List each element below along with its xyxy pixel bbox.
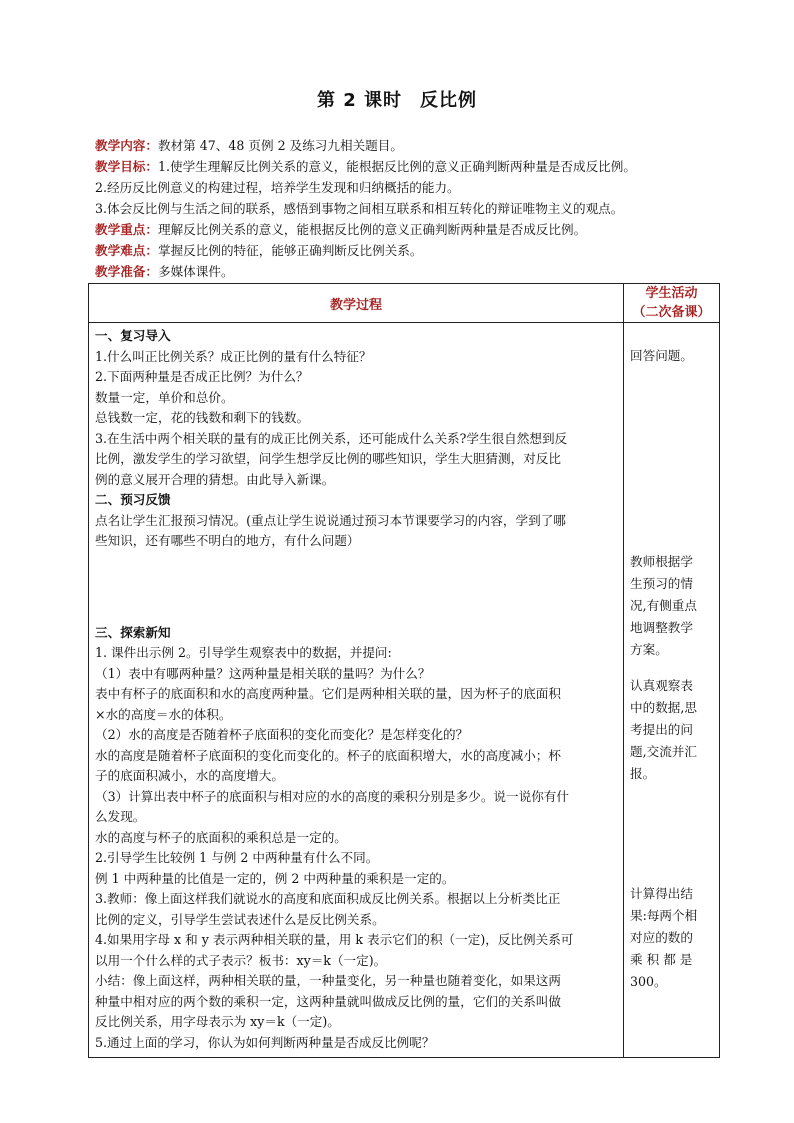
info-goal-1: 教学目标：1.使学生理解反比例关系的意义，能根据反比例的意义正确判断两种量是否成反比例。 [95, 159, 636, 174]
section-heading-preview: 二、预习反馈 [95, 492, 171, 507]
process-cell: 一、复习导入 1.什么叫正比例关系？成正比例的量有什么特征？ 2.下面两种量是否成正比例？为什么？ 数量一定，单价和总价。 总钱数一定，花的钱数和剩下的钱数。 3.在生活中两个相关联的量有的成正比例关系，还可能成什么关系?学生很自然想到反 比例，激发学生的学习欲望，问学生想学反比例的哪些知识，学生大胆猜测，对反比 例的意义展开合理的猜想。由此导入新课。 二、预习反馈 点名让学生汇报预习情况。(重点让学生说说通过预习本节课要学习的内容，学到了哪 些知识，还有哪些不明白的地方，有什么问题） 三、探索新知 1. 课件出示例 2。引导学生观察表中的数据，并提问: （1）表中有哪两种量？这两种量是相关联的量吗？为什么？ 表中有杯子的底面积和水的高度两种量。它们是两种相关联的量，因为杯子的底面积 ×水的高度＝水的体积。 （2）水的高度是否随着杯子底面积的变化而变化？是怎样变化的？ 水的高度是随着杯子底面积的变化而变化的。杯子的底面积增大，水的高度减小；杯 子的底面积减小，水的高度增大。 （3）计算出表中杯子的底面积与相对应的水的高度的乘积分别是多少。说一说你有什 么发现。 水的高度与杯子的底面积的乘积总是一定的。 2.引导学生比较例 1 与例 2 中两种量有什么不同。 例 1 中两种量的比值是一定的，例 2 中两种量的乘积是一定的。 3.教师：像上面这样我们就说水的高度和底面积成反比例关系。根据以上分析类比正 比例的定义，引导学生尝试表述什么是反比例关系。 4.如果用字母 x 和 y 表示两种相关联的量，用 k 表示它们的积（一定)，反比例关系可 以用一个什么样的式子表示？板书：xy＝k（一定)。 小结：像上面这样，两种相关联的量，一种量变化，另一种量也随着变化，如果这两 种量中相对应的两个数的乘积一定，这两种量就叫做成反比例的量，它们的关系叫做 反比例关系，用字母表示为 xy＝k（一定)。 5.通过上面的学习，你认为如何判断两种量是否成反比例呢？ [89, 323, 624, 1058]
table-header-row [89, 284, 720, 323]
student-activity-cell [624, 323, 720, 1058]
info-key-point: 教学重点：理解反比例关系的意义，能根据反比例的意义正确判断两种量是否成反比例。 [95, 222, 587, 237]
lesson-table [88, 283, 720, 1058]
section-heading-review: 一、复习导入 [95, 328, 171, 343]
student-note-3: 认真观察表 中的数据,思 考提出的问 题,交流并汇 报。 [630, 678, 697, 781]
page-title [0, 86, 794, 112]
title-lesson-number: 第 2 课时 [316, 90, 403, 111]
lesson-info [95, 135, 715, 282]
title-topic: 反比例 [420, 90, 478, 111]
info-goal-3: 3.体会反比例与生活之间的联系，感悟到事物之间相互联系和相互转化的辩证唯物主义的观点。 [95, 201, 624, 216]
info-difficulty: 教学难点：掌握反比例的特征，能够正确判断反比例关系。 [95, 243, 423, 258]
table-body-row [89, 323, 720, 1058]
header-student: 学生活动 （二次备课） [624, 284, 720, 323]
header-process: 教学过程 [89, 284, 624, 323]
student-note-2: 教师根据学 生预习的情 况,有侧重点 地调整教学 方案。 [630, 554, 697, 657]
spacer [95, 552, 618, 623]
student-note-1: 回答问题。 [630, 348, 693, 363]
info-content: 教学内容：教材第 47、48 页例 2 及练习九相关题目。 [95, 138, 403, 153]
section-heading-explore: 三、探索新知 [95, 624, 171, 640]
info-preparation: 教学准备：多媒体课件。 [95, 264, 234, 279]
student-note-4: 计算得出结 果:每两个相 对应的数的 乘 积 都 是 300。 [630, 886, 698, 989]
info-goal-2: 2.经历反比例意义的构建过程，培养学生发现和归纳概括的能力。 [95, 180, 460, 195]
